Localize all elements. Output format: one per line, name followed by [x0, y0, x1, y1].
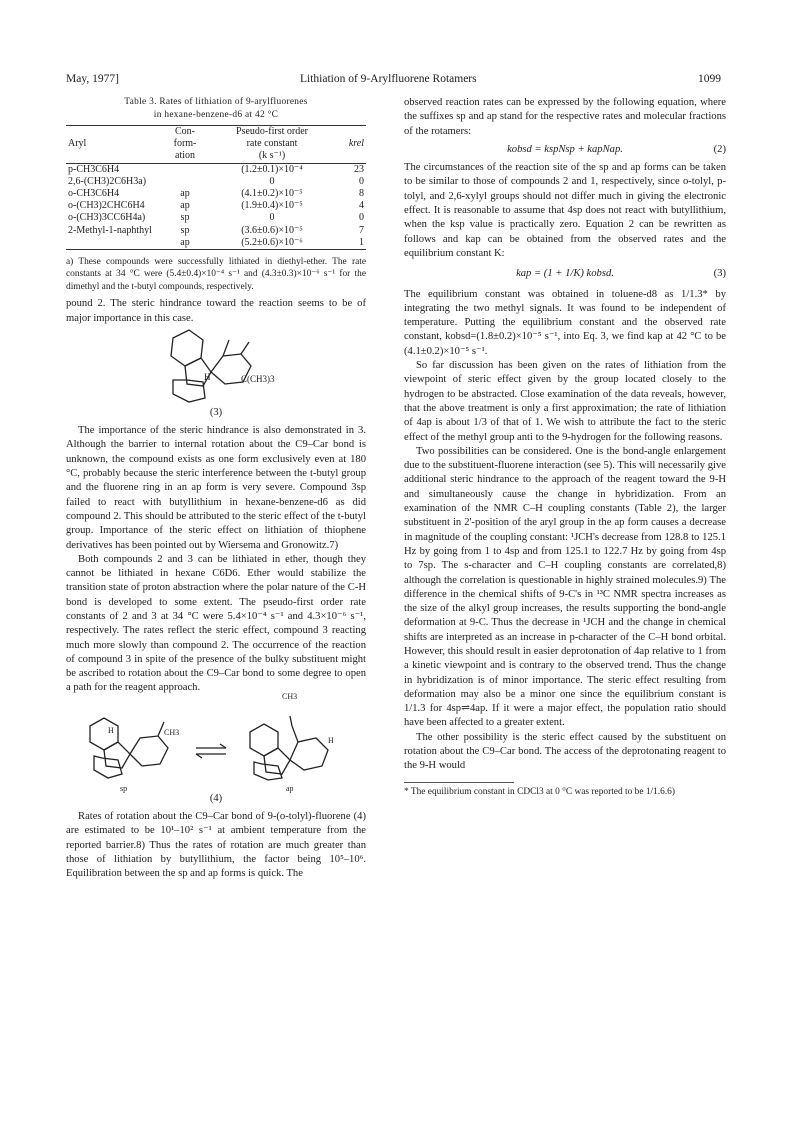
equation-3-body: kap = (1 + 1/K) kobsd.	[516, 268, 614, 280]
cell-krel: 23	[354, 163, 364, 175]
cell-rate: (5.2±0.6)×10⁻⁶	[241, 236, 303, 248]
right-paragraph-5: Two possibilities can be considered. One is the bond-angle enlargement due to the substituent-fluorene interaction (see 5). This will necessarily give additional steric hindrance to the approach of the reagent toward the 9-H and simultaneously cause the change in hybridization. From an examination of the NMR C–H coupling constants (Table 2), the larger substituent in 2'-position of the aryl group in the ap form causes a decrease in magnitude of the coupling constant: ¹JCH's decrease from 128.8 to 125.1 Hz by going from 1 to 4sp and from 125.1 to 122.7 Hz by going from 4sp to 7sp. The s-character and C–H coupling constants are correlated,8) although the correlation is questionable in highly strained molecules.9) The difference in the chemical shifts of 9-C's in ¹³C NMR spectra increases as the size of the alkyl group increases, the results supporting the bond-angle deformation at 9-C. Thus the decrease in ¹JCH and the change in chemical shifts are interpreted as an increase in p-character of the C–H bond orbital. However, this should result in easier deprotonation of 4ap relative to 1 from a kinetic viewpoint and is contrary to the observed trend. Thus the change in hybridization is of minor importance. The steric effect resulting from deformation may also be a minor one since the equilibrium constant is 1/1.3 for 4sp⇌4ap. If it were a major effect, the population ratio should have been affected to a greater extent.	[404, 445, 726, 729]
right-paragraph-6: The other possibility is the steric effect caused by the substituent on rotation about the C9–Car bond. The access of the deprotonating reagent to the 9-H would	[404, 731, 726, 772]
compound-4-label: (4)	[209, 792, 223, 804]
cell-rate: 0	[269, 212, 275, 224]
col-header-aryl: Aryl	[66, 126, 162, 164]
left-paragraph-3: Both compounds 2 and 3 can be lithiated in ether, though they cannot be lithiated in hexane C6D6. Ether would stabilize the transition state of proton abstraction where the polar nature of the C-H bond is developed to some extent. The pseudo-first order rate constants of 2 and 3 at 34 °C were 5.4×10⁻⁴ s⁻¹ and 4.3×10⁻⁶ s⁻¹, respectively. The rates reflect the steric effect, compound 3 reacting much more slowly than compound 2. The occurrence of the reaction of compound 3 in spite of the presence of the bulky substituent might be ascribed to rotation about the C9–Car bond to some degree to open a path for the reagent approach.	[66, 553, 366, 694]
cell-krel: 1	[359, 236, 364, 248]
right-paragraph-1: observed reaction rates can be expressed by the following equation, where the suffixes sp and ap stand for the respective rates and molecular fractions of the rotamers:	[404, 97, 726, 137]
equation-3-number: (3)	[713, 268, 726, 280]
cell-conformation: ap	[180, 236, 190, 248]
right-paragraph-2: The circumstances of the reaction site of the sp and ap forms can be taken to be similar to those of compounds 2 and 1, respectively, since o-tolyl, p-tolyl, and 2,6-xylyl groups should not differ much in giving the electronic effect. It is reasonable to assume that 4sp does not react with butyllithium, when the ksp value is practically zero. Equation 2 can be rewritten as follows and kap can be obtained from the observed rates and the equilibrium constant K:	[404, 162, 726, 259]
fig4-ap-ch3-label: CH3	[282, 691, 298, 701]
compound-3-label: (3)	[209, 406, 223, 418]
fig3-tbutyl-label: C(CH3)3	[241, 373, 275, 384]
fig3-h-label: H	[204, 371, 211, 382]
cell-aryl: o-CH3C6H4	[68, 188, 120, 200]
right-paragraph-4: So far discussion has been given on the rates of lithiation from the viewpoint of steric effect given by the group located closely to the hydrogen to be abstracted. Close examination of the data reveals, however, that the above treatment is only a first approximation; the rate of lithiation of 4ap is about 1/3 of that of 1. We wish to attribute the fact to the steric effect of the methyl group anti to the 9-hydrogen for the following reasons.	[404, 360, 726, 443]
cell-rate: (3.6±0.6)×10⁻⁵	[241, 224, 303, 236]
cell-aryl: 2-Methyl-1-naphthyl	[68, 224, 152, 236]
header-title: Lithiation of 9-Arylfluorene Rotamers	[300, 73, 477, 85]
compound-3-structure	[151, 326, 281, 406]
table-caption-line2: in hexane-benzene-d6 at 42 °C	[153, 110, 279, 120]
compound-4-equilibrium-structures	[76, 696, 356, 786]
cell-krel: 7	[359, 224, 364, 236]
col-header-rate: Pseudo-first order rate constant (k s⁻¹)	[208, 126, 336, 164]
table-row	[66, 176, 366, 188]
right-paragraph-3: The equilibrium constant was obtained in toluene-d8 as 1/1.3* by integrating the two methyl signals. It was found to be independent of temperature. Putting the equilibrium constant and the observed rate constant, kobsd=(1.8±0.2)×10⁻⁵ s⁻¹, into Eq. 3, we find kap at 42 °C to be (4.1±0.2)×10⁻⁵ s⁻¹.	[404, 288, 726, 357]
table-row	[66, 225, 366, 237]
page-footnote	[404, 782, 675, 798]
page-footnote-text: * The equilibrium constant in CDCl3 at 0 °C was reported to be 1/1.6.6)	[404, 786, 675, 797]
cell-aryl: o-(CH3)2CHC6H4	[68, 200, 145, 212]
right-column	[404, 96, 726, 798]
equation-2	[404, 143, 726, 157]
left-paragraph-1: pound 2. The steric hindrance toward the reaction seems to be of major importance in this case.	[66, 298, 366, 324]
header-page: 1099	[698, 73, 721, 85]
cell-aryl: o-(CH3)3CC6H4a)	[68, 212, 146, 224]
cell-rate: (4.1±0.2)×10⁻⁵	[241, 188, 303, 200]
table-row	[66, 200, 366, 212]
cell-krel: 0	[359, 175, 364, 187]
left-paragraph-2: The importance of the steric hindrance is also demonstrated in 3. Although the barrier to internal rotation about the C9–Car bond is unknown, the compound exists as one form exclusively even at 180 °C, probably because the steric interference between the t-butyl group and the fluorene ring in an ap form is very severe. Compound 3sp failed to react with butyllithium in hexane-benzene-d6 as did compound 2. This should be attributed to the steric effect of the t-butyl group. Importance of the steric effect on lithiation of thiophene derivatives has been pointed out by Wiersema and Gronowitz.7)	[66, 425, 366, 551]
table-caption	[66, 96, 366, 122]
table-body	[66, 163, 366, 249]
cell-aryl: p-CH3C6H4	[68, 163, 120, 175]
fig4-ap-label: ap	[286, 783, 294, 793]
cell-krel: 0	[359, 212, 364, 224]
equation-2-body: kobsd = kspNsp + kapNap.	[507, 143, 623, 155]
cell-conformation	[162, 176, 208, 188]
cell-rate: 0	[269, 175, 275, 187]
table-footnote: a) These compounds were successfully lithiated in diethyl-ether. The rate constants at 34 °C were (5.4±0.4)×10⁻⁴ s⁻¹ and (4.3±0.3)×10⁻⁶ s⁻¹ for the dimethyl and the t-butyl compounds, respectively.	[66, 257, 366, 292]
cell-aryl	[66, 237, 162, 250]
cell-rate: (1.9±0.4)×10⁻⁵	[241, 200, 303, 212]
cell-krel: 8	[359, 188, 364, 200]
col-header-conformation: Con- form- ation	[162, 126, 208, 164]
cell-conformation: ap	[180, 188, 190, 200]
rates-table	[66, 125, 366, 250]
table-row	[66, 237, 366, 250]
cell-krel: 4	[359, 200, 364, 212]
table-row	[66, 212, 366, 224]
fig4-sp-label: sp	[120, 783, 128, 793]
cell-aryl: 2,6-(CH3)2C6H3a)	[68, 175, 147, 187]
fig4-sp-h-label: H	[108, 725, 114, 735]
header-date: May, 1977]	[66, 73, 119, 85]
table-row	[66, 163, 366, 176]
left-paragraph-4: Rates of rotation about the C9–Car bond of 9-(o-tolyl)-fluorene (4) are estimated to be 10¹–10² s⁻¹ at ambient temperature from the reported barrier.8) Thus the rates of rotation are much greater than those of lithiation by butyllithium, the factor being 10⁵–10⁶. Equilibration between the sp and ap forms is quick. The	[66, 811, 366, 880]
cell-conformation: sp	[180, 212, 190, 224]
fig4-sp-ch3-label: CH3	[164, 727, 180, 737]
cell-conformation: sp	[180, 224, 190, 236]
equation-2-number: (2)	[713, 143, 726, 155]
cell-conformation: ap	[180, 200, 190, 212]
fig4-ap-h-label: H	[328, 735, 334, 745]
equation-3	[404, 267, 726, 281]
cell-rate: (1.2±0.1)×10⁻⁴	[241, 163, 303, 175]
left-column	[66, 96, 366, 882]
table-caption-line1: Table 3. Rates of lithiation of 9-arylfluorenes	[124, 97, 308, 107]
cell-conformation	[162, 163, 208, 176]
table-row	[66, 188, 366, 200]
col-header-krel: krel	[336, 126, 366, 164]
